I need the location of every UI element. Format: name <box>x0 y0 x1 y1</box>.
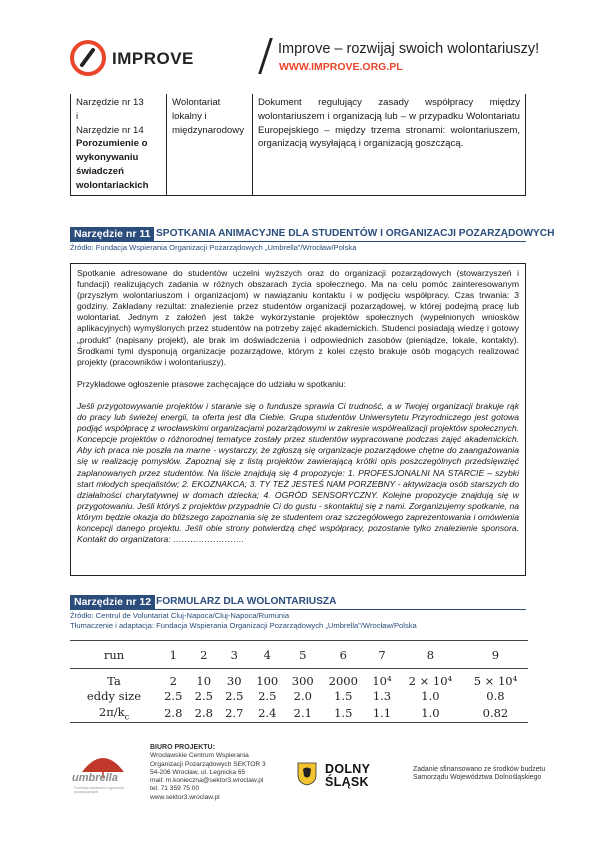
runs-data-table <box>70 640 528 723</box>
table-header-cell: 5 <box>299 647 307 662</box>
funding-note: Zadanie sfinansowano ze środków budżetu Samorządu Województwa Dolnośląskiego <box>413 766 546 782</box>
table-row <box>70 689 528 705</box>
table-cell: 2.5 <box>258 689 277 704</box>
table-cell: 2.1 <box>293 705 312 720</box>
header-divider <box>258 38 273 74</box>
dolny-slask-logo: DOLNY ŚLĄSK <box>325 762 371 789</box>
tool11-paragraph: Przykładowe ogłoszenie prasowe zachęcające do udziału w spotkaniu: <box>77 378 346 389</box>
table-cell: Ta <box>107 674 121 689</box>
tools-table-continued <box>70 94 526 196</box>
table-cell: 1.3 <box>372 689 392 704</box>
table-cell: 1.1 <box>372 705 392 720</box>
project-office: BIURO PROJEKTU: Wrocławskie Centrum Wspierania Organizacji Pozarządowych SEKTOR 3 54-206 Wrocław, ul. Legnicka 65 mail: m.konieczna@sektor3.wroclaw.pl tel. 71 359 75 00 www.sektor3.wroclaw.pl <box>150 744 266 801</box>
table-header-cell: 7 <box>378 647 386 662</box>
table-cell: 2.4 <box>258 705 277 720</box>
description-cell: Dokument regulujący zasady współpracy między wolontariuszem i organizacją lub – w przypadku Wolontariatu Europejskiego – między trzema stronami: wolontariuszem, organizacją wysyłającą i organizacją goszczącą. <box>253 94 526 195</box>
tool11-press-announcement: Jeśli przygotowywanie projektów i staranie się o fundusze sprawia Ci trudność, a w Twojej organizacji brakuje rąk do pracy lub świeżej energii, ta oferta jest dla Ciebie. Grupa studentów Uniwersytetu Przyrodniczego jest gotowa podjąć współpracę z wrocławskimi organizacjami pozarządowymi w zakresie współrealizacji projektów społecznych. Koncepcje projektów o różnorodnej tematyce zostały przez studentów wypracowane podczas zajęć akademickich. Aby ich praca nie poszła na marne - wystarczy, że zgłoszą się organizacje pozarządowe chętne do zaangażowania się w realizację pomysłów. Zapoznaj się z listą projektów zawierającą krótki opis poszczególnych przedsięwzięć zaplanowanych przez studentów. Na liście znajdują się 4 propozycje: 1. PROFESJONALNI NA STARCIE – szybki start młodych specjalistów; 2. EKOZNAKCA; 3. TY TEŻ JESTEŚ NAM PORZEBNY - aktywizacja osób starszych do działalności charytatywnej w domach dziecka; 4. OGRÓD SENSORYCZNY. Kolejne propozycje znajdują się w przygotowaniu. Jeśli któryś z projektów przypadnie Ci do gustu - skontaktuj się z nami. Zorganizujemy spotkanie, na którym będzie okazja do bliższego zapoznania się ze studentem oraz szczegółowego zaprezentowania i omówienia koncepcji danego projektu. Jeśli obie strony potwierdzą chęć współpracy, pozostanie tylko znalezienie sponsora. Kontakt do organizatora: ……………………. <box>77 400 519 545</box>
table-row <box>70 669 528 689</box>
tool11-description-box <box>70 263 526 576</box>
umbrella-name: umbrella <box>72 772 118 784</box>
office-email[interactable]: mail: m.konieczna@sektor3.wroclaw.pl <box>150 777 264 785</box>
improve-logo-icon <box>70 40 106 76</box>
tool11-badge: Narzędzie nr 11 <box>70 227 154 241</box>
header-url[interactable]: WWW.IMPROVE.ORG.PL <box>279 61 403 73</box>
table-header-cell: 8 <box>426 647 435 662</box>
table-header-row <box>70 641 528 669</box>
table-cell: $2\pi/k_c$ <box>98 704 130 721</box>
table-header-cell: run <box>103 647 125 662</box>
umbrella-subtitle: Fundacja wspierania organizacji pozarządowych <box>74 786 124 794</box>
table-cell: eddy size <box>86 689 142 704</box>
table-cell: 2 <box>169 674 177 689</box>
tool12-source: Źródło: Centrul de Voluntariat Cluj-Napoca/Cluj-Napoca/Rumunia <box>70 611 290 620</box>
table-header-cell: 9 <box>491 647 500 662</box>
office-website[interactable]: www.sektor3.wroclaw.pl <box>150 793 220 801</box>
tool-number-cell: Narzędzie nr 13 i Narzędzie nr 14 Porozumienie o wykonywaniu świadczeń wolontariackich <box>71 94 167 195</box>
tool11-title: SPOTKANIA ANIMACYJNE DLA STUDENTÓW I ORGANIZACJI POZARZĄDOWYCH <box>156 228 555 239</box>
table-row <box>70 704 528 722</box>
table-cell: 10⁴ <box>372 674 392 689</box>
tool11-heading <box>70 227 555 242</box>
table-cell: 2.5 <box>164 689 183 704</box>
table-cell: 2.0 <box>293 689 312 704</box>
table-row <box>71 94 526 195</box>
table-header-cell: 3 <box>230 647 238 662</box>
table-cell: 2.8 <box>164 705 183 720</box>
tool12-heading <box>70 595 526 610</box>
table-header-cell: 1 <box>169 647 177 662</box>
table-cell: 1.5 <box>334 705 353 720</box>
table-cell: 1.0 <box>421 689 440 704</box>
lower-silesia-crest-icon <box>297 762 317 786</box>
table-cell: 2 × 10⁴ <box>408 674 453 689</box>
table-cell: 1.5 <box>334 689 353 704</box>
table-cell: 300 <box>291 674 314 689</box>
table-cell: 0.8 <box>486 689 505 704</box>
header-tagline: Improve – rozwijaj swoich wolontariuszy! <box>278 41 540 57</box>
table-header-cell: 4 <box>263 647 271 662</box>
brand-name: IMPROVE <box>112 49 194 68</box>
tool11-paragraph: Spotkanie adresowane do studentów uczelni wyższych oraz do organizacji pozarządowych (stowarzyszeń i fundacji) realizujących zadania w różnych obszarach życia społecznego. Ma na celu pomóc zainteresowanym (przyszłym wolontariuszom i organizacjom) w nawiązaniu kontaktu i w podjęciu współpracy. Czas trwania: 3 godziny. Zakładany rezultat: znalezienie przez studentów organizacji pozarządowej, w której podejmą pracę lub wolontariat. Jednym z założeń jest także wykorzystanie projektów społecznych (wypełnionych wniosków aplikacyjnych) wymyślonych przez studentów na potrzeby zajęć akademickich. Studenci posiadają wiedzę i gotowy „produkt” (napisany projekt), ale brak im doświadczenia i odpowiednich zasobów (pieniądze, lokale, kontakty). Środkami tymi dysponują organizacje pozarządowe, którym z kolei często brakuje osób mogących realizować projekty (pracowników i wolontariuszy). <box>77 268 519 367</box>
table-cell: 0.82 <box>482 705 509 720</box>
table-cell: 2.7 <box>225 705 244 720</box>
table-cell: 100 <box>256 674 279 689</box>
volunteering-type-cell: Wolontariat lokalny i międzynarodowy <box>167 94 253 195</box>
table-cell: 1.0 <box>421 705 440 720</box>
table-cell: 2000 <box>328 674 358 689</box>
tool11-source: Źródło: Fundacja Wspierania Organizacji Pozarządowych „Umbrella”/Wrocław/Polska <box>70 243 357 252</box>
table-cell: 5 × 10⁴ <box>473 674 518 689</box>
table-cell: 2.8 <box>194 705 213 720</box>
table-header-cell: 2 <box>200 647 208 662</box>
tool12-translation: Tłumaczenie i adaptacja: Fundacja Wspierania Organizacji Pozarządowych „Umbrella”/Wrocław/Polska <box>70 621 417 630</box>
table-cell: 2.5 <box>194 689 213 704</box>
tool12-badge: Narzędzie nr 12 <box>70 595 155 609</box>
table-cell: 2.5 <box>225 689 244 704</box>
table-cell: 10 <box>196 674 212 689</box>
table-cell: 30 <box>226 674 242 689</box>
tool12-title: FORMULARZ DLA WOLONTARIUSZA <box>156 596 337 607</box>
table-header-cell: 6 <box>339 647 347 662</box>
